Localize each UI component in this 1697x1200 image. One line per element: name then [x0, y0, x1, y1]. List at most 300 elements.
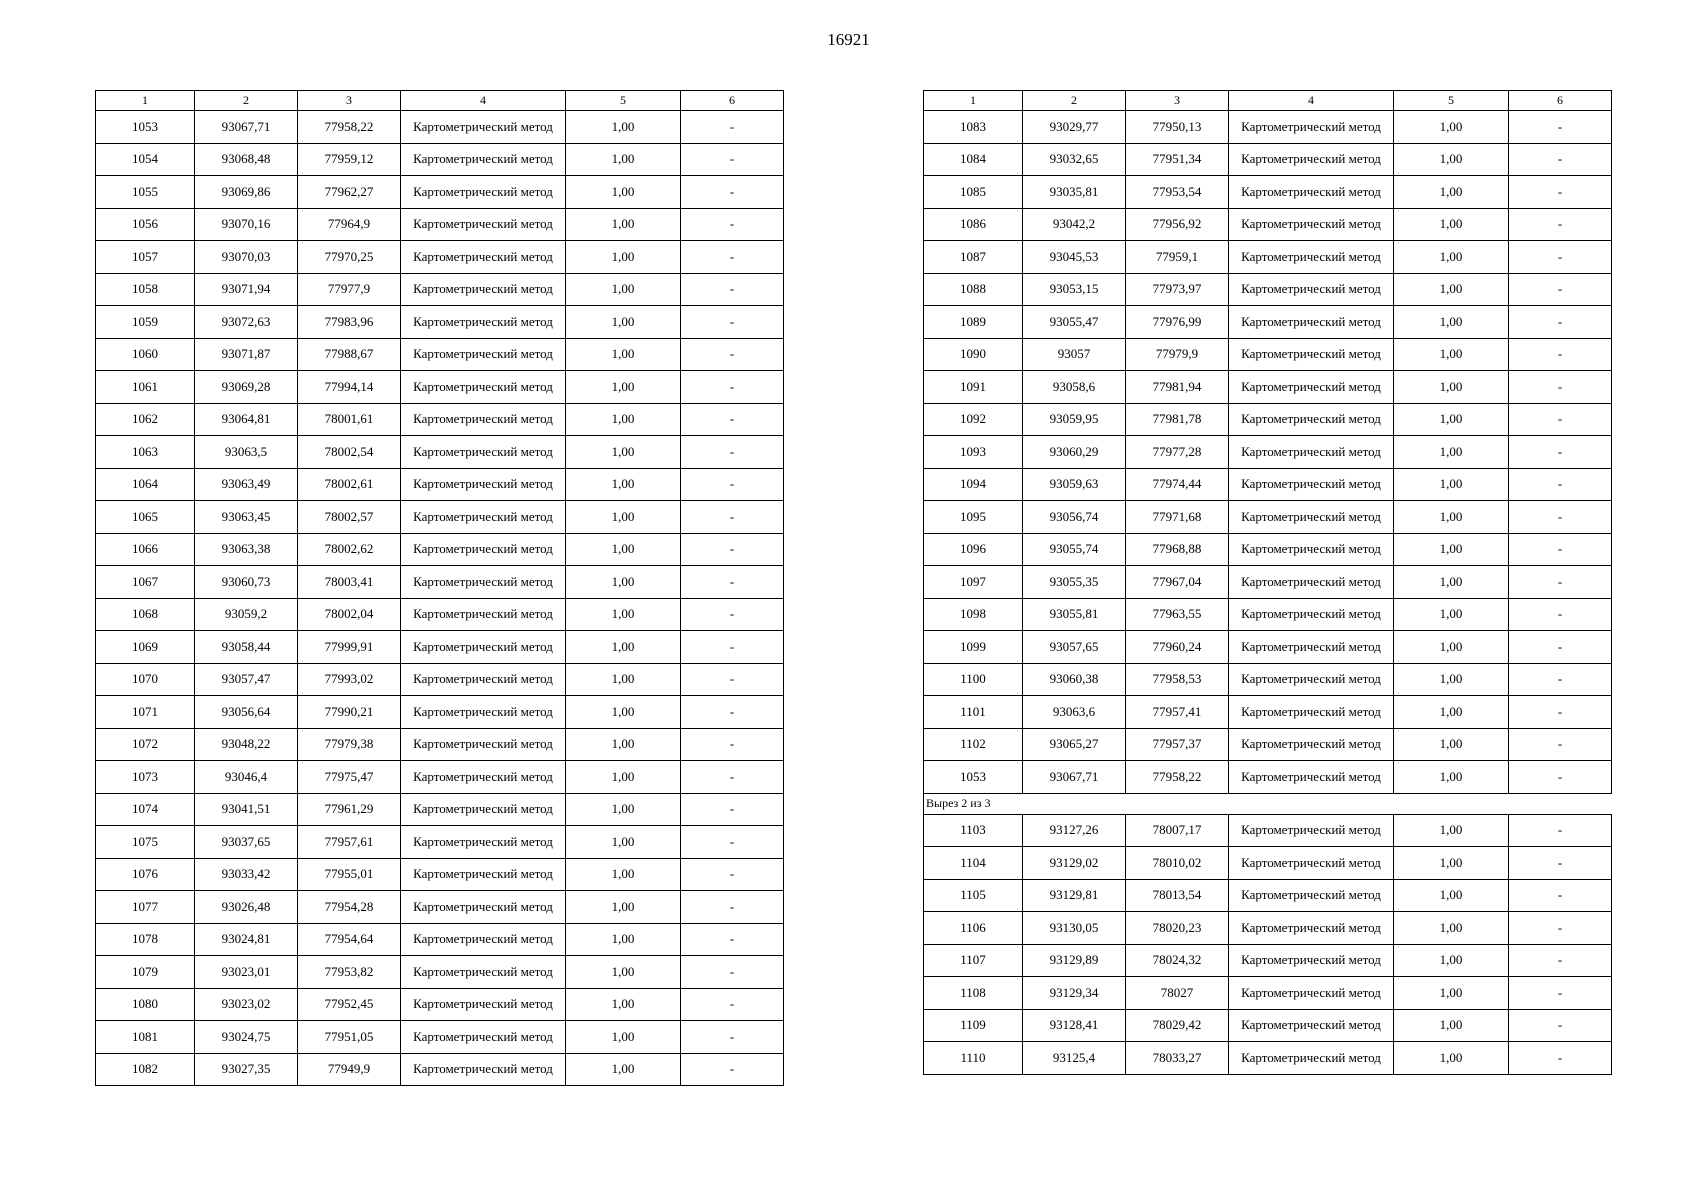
- table-cell: -: [681, 241, 784, 274]
- table-row: [924, 208, 1612, 241]
- table-row: [96, 273, 784, 306]
- table-cell: 1,00: [566, 501, 681, 534]
- table-cell: 93063,49: [195, 468, 298, 501]
- table-cell: 1,00: [566, 111, 681, 144]
- page-number: 16921: [827, 30, 870, 49]
- table-cell: 1,00: [566, 533, 681, 566]
- table-cell: -: [681, 956, 784, 989]
- table-cell: 93032,65: [1023, 143, 1126, 176]
- table-cell: Картометрический метод: [1229, 533, 1394, 566]
- table-cell: 1075: [96, 826, 195, 859]
- table-row: [96, 728, 784, 761]
- table-cell: Картометрический метод: [401, 923, 566, 956]
- table-cell: 1,00: [1394, 176, 1509, 209]
- table-cell: 1077: [96, 891, 195, 924]
- table-cell: Картометрический метод: [1229, 1042, 1394, 1075]
- table-cell: -: [681, 1053, 784, 1086]
- table-cell: 93067,71: [195, 111, 298, 144]
- table-row: [96, 826, 784, 859]
- table-cell: Картометрический метод: [401, 761, 566, 794]
- table-row: [924, 273, 1612, 306]
- section-divider: [924, 793, 1612, 814]
- table-cell: -: [1509, 143, 1612, 176]
- table-cell: 93063,38: [195, 533, 298, 566]
- table-cell: -: [681, 111, 784, 144]
- table-cell: 93027,35: [195, 1053, 298, 1086]
- table-cell: 1,00: [1394, 631, 1509, 664]
- table-row: [924, 111, 1612, 144]
- table-cell: 77983,96: [298, 306, 401, 339]
- table-cell: -: [681, 306, 784, 339]
- table-cell: 1,00: [566, 306, 681, 339]
- table-cell: Картометрический метод: [1229, 306, 1394, 339]
- table-cell: Картометрический метод: [401, 143, 566, 176]
- table-cell: 93035,81: [1023, 176, 1126, 209]
- table-body: [924, 814, 1612, 1074]
- table-cell: 78020,23: [1126, 912, 1229, 945]
- table-cell: 1,00: [1394, 436, 1509, 469]
- table-cell: 93055,35: [1023, 566, 1126, 599]
- table-row: [96, 468, 784, 501]
- table-row: [924, 879, 1612, 912]
- table-cell: 1,00: [1394, 814, 1509, 847]
- table-cell: Картометрический метод: [401, 696, 566, 729]
- table-cell: Картометрический метод: [1229, 273, 1394, 306]
- table-row: [924, 977, 1612, 1010]
- table-cell: Картометрический метод: [401, 891, 566, 924]
- table-cell: 1,00: [566, 761, 681, 794]
- table-cell: 1,00: [1394, 912, 1509, 945]
- table-cell: 1076: [96, 858, 195, 891]
- table-cell: 1082: [96, 1053, 195, 1086]
- table-cell: -: [1509, 111, 1612, 144]
- table-cell: 1109: [924, 1009, 1023, 1042]
- table-cell: 77993,02: [298, 663, 401, 696]
- table-cell: 77958,22: [1126, 761, 1229, 794]
- table-cell: -: [1509, 944, 1612, 977]
- table-row: [924, 338, 1612, 371]
- table-cell: 93071,87: [195, 338, 298, 371]
- table-cell: 1,00: [566, 143, 681, 176]
- table-row: [924, 728, 1612, 761]
- table-cell: 1104: [924, 847, 1023, 880]
- table-cell: 77974,44: [1126, 468, 1229, 501]
- table-cell: -: [1509, 566, 1612, 599]
- table-cell: 77959,1: [1126, 241, 1229, 274]
- table-cell: 93057,65: [1023, 631, 1126, 664]
- table-cell: 1067: [96, 566, 195, 599]
- table-cell: 78024,32: [1126, 944, 1229, 977]
- table-cell: 1064: [96, 468, 195, 501]
- table-cell: -: [1509, 1009, 1612, 1042]
- table-cell: -: [681, 533, 784, 566]
- table-cell: Картометрический метод: [401, 338, 566, 371]
- table-cell: 1088: [924, 273, 1023, 306]
- table-cell: 1110: [924, 1042, 1023, 1075]
- table-header: [924, 91, 1612, 111]
- table-body: [924, 111, 1612, 794]
- table-row: [924, 1042, 1612, 1075]
- table-cell: 77990,21: [298, 696, 401, 729]
- table-cell: 1,00: [1394, 696, 1509, 729]
- table-cell: -: [681, 501, 784, 534]
- column-header: 2: [195, 91, 298, 111]
- table-cell: 1073: [96, 761, 195, 794]
- table-cell: 1063: [96, 436, 195, 469]
- table-cell: -: [1509, 631, 1612, 664]
- table-cell: Картометрический метод: [401, 111, 566, 144]
- table-cell: 77958,53: [1126, 663, 1229, 696]
- table-row: [924, 631, 1612, 664]
- table-cell: 1,00: [566, 598, 681, 631]
- table-cell: 77964,9: [298, 208, 401, 241]
- table-row: [924, 241, 1612, 274]
- table-row: [924, 533, 1612, 566]
- table-cell: -: [1509, 728, 1612, 761]
- table-cell: -: [1509, 338, 1612, 371]
- table-cell: 77976,99: [1126, 306, 1229, 339]
- table-cell: -: [681, 858, 784, 891]
- table-cell: 77999,91: [298, 631, 401, 664]
- table-cell: -: [1509, 176, 1612, 209]
- table-cell: 93070,16: [195, 208, 298, 241]
- table-cell: -: [681, 988, 784, 1021]
- table-cell: 93056,64: [195, 696, 298, 729]
- table-cell: 1,00: [566, 1021, 681, 1054]
- table-cell: 93063,6: [1023, 696, 1126, 729]
- table-cell: Картометрический метод: [1229, 436, 1394, 469]
- column-header: 6: [681, 91, 784, 111]
- table-cell: Картометрический метод: [1229, 566, 1394, 599]
- table-cell: -: [681, 631, 784, 664]
- table-cell: Картометрический метод: [401, 988, 566, 1021]
- table-cell: Картометрический метод: [1229, 143, 1394, 176]
- table-cell: 1,00: [1394, 977, 1509, 1010]
- table-cell: 77981,94: [1126, 371, 1229, 404]
- table-cell: 93065,27: [1023, 728, 1126, 761]
- table-cell: 78029,42: [1126, 1009, 1229, 1042]
- table-cell: 93060,73: [195, 566, 298, 599]
- table-cell: 1071: [96, 696, 195, 729]
- table-cell: 1,00: [1394, 879, 1509, 912]
- table-cell: 77962,27: [298, 176, 401, 209]
- table-cell: 1093: [924, 436, 1023, 469]
- table-cell: 93026,48: [195, 891, 298, 924]
- table-row: [924, 761, 1612, 794]
- table-cell: 1,00: [566, 338, 681, 371]
- table-row: [96, 306, 784, 339]
- table-cell: 77957,37: [1126, 728, 1229, 761]
- table-row: [924, 663, 1612, 696]
- table-cell: 1,00: [1394, 306, 1509, 339]
- table-cell: 77981,78: [1126, 403, 1229, 436]
- table-row: [96, 891, 784, 924]
- table-cell: 1094: [924, 468, 1023, 501]
- table-cell: 1081: [96, 1021, 195, 1054]
- table-cell: 1103: [924, 814, 1023, 847]
- table-cell: Картометрический метод: [1229, 598, 1394, 631]
- table-cell: 77950,13: [1126, 111, 1229, 144]
- table-cell: 1056: [96, 208, 195, 241]
- table-cell: Картометрический метод: [401, 1021, 566, 1054]
- table-cell: 93056,74: [1023, 501, 1126, 534]
- table-cell: 93069,86: [195, 176, 298, 209]
- table-row: [96, 761, 784, 794]
- table-row: [96, 663, 784, 696]
- table-cell: 1,00: [1394, 847, 1509, 880]
- table-cell: 1,00: [566, 273, 681, 306]
- table-cell: 1,00: [1394, 111, 1509, 144]
- table-cell: 1062: [96, 403, 195, 436]
- table-cell: -: [1509, 696, 1612, 729]
- table-cell: 1,00: [1394, 728, 1509, 761]
- table-row: [96, 176, 784, 209]
- table-cell: -: [681, 273, 784, 306]
- table-row: [924, 912, 1612, 945]
- table-cell: 1,00: [566, 631, 681, 664]
- table-row: [924, 436, 1612, 469]
- table-cell: 1,00: [1394, 501, 1509, 534]
- table-cell: Картометрический метод: [1229, 338, 1394, 371]
- table-row: [96, 1053, 784, 1086]
- table-cell: 1,00: [566, 956, 681, 989]
- table-row: [96, 143, 784, 176]
- table-cell: Картометрический метод: [401, 306, 566, 339]
- table-cell: 93063,5: [195, 436, 298, 469]
- table-cell: 1,00: [1394, 566, 1509, 599]
- table-cell: 1061: [96, 371, 195, 404]
- table-cell: 1,00: [1394, 944, 1509, 977]
- table-cell: -: [681, 761, 784, 794]
- table-cell: 77971,68: [1126, 501, 1229, 534]
- table-cell: 77952,45: [298, 988, 401, 1021]
- table-cell: 93048,22: [195, 728, 298, 761]
- table-cell: 93071,94: [195, 273, 298, 306]
- table-row: [96, 696, 784, 729]
- table-row: [96, 1021, 784, 1054]
- table-cell: 1,00: [1394, 208, 1509, 241]
- table-cell: 1,00: [1394, 1042, 1509, 1075]
- table-cell: 93129,02: [1023, 847, 1126, 880]
- table-cell: 1,00: [566, 696, 681, 729]
- table-cell: Картометрический метод: [1229, 176, 1394, 209]
- table-cell: 93057: [1023, 338, 1126, 371]
- table-cell: -: [681, 826, 784, 859]
- table-cell: 77953,54: [1126, 176, 1229, 209]
- table-cell: 1083: [924, 111, 1023, 144]
- table-cell: 93072,63: [195, 306, 298, 339]
- table-cell: 93060,38: [1023, 663, 1126, 696]
- table-cell: -: [681, 176, 784, 209]
- table-cell: 1072: [96, 728, 195, 761]
- table-row: [924, 403, 1612, 436]
- table-cell: 1,00: [1394, 1009, 1509, 1042]
- table-cell: 1089: [924, 306, 1023, 339]
- table-cell: 78007,17: [1126, 814, 1229, 847]
- table-row: [96, 598, 784, 631]
- table-row: [924, 814, 1612, 847]
- table-cell: -: [1509, 371, 1612, 404]
- table-cell: 93053,15: [1023, 273, 1126, 306]
- table-row: [924, 598, 1612, 631]
- table-cell: 1,00: [566, 468, 681, 501]
- table-cell: -: [1509, 847, 1612, 880]
- table-cell: 1060: [96, 338, 195, 371]
- table-row: [924, 944, 1612, 977]
- table-body: [96, 111, 784, 1086]
- table-cell: Картометрический метод: [1229, 944, 1394, 977]
- table-row: [924, 696, 1612, 729]
- table-cell: 77979,38: [298, 728, 401, 761]
- table-cell: 1065: [96, 501, 195, 534]
- table-cell: Картометрический метод: [401, 826, 566, 859]
- table-cell: 1069: [96, 631, 195, 664]
- table-cell: 93045,53: [1023, 241, 1126, 274]
- table-cell: 77988,67: [298, 338, 401, 371]
- column-header: 1: [924, 91, 1023, 111]
- table-cell: 1101: [924, 696, 1023, 729]
- table-cell: 1055: [96, 176, 195, 209]
- table-cell: 77949,9: [298, 1053, 401, 1086]
- table-cell: Картометрический метод: [401, 631, 566, 664]
- table-cell: 1107: [924, 944, 1023, 977]
- table-cell: Картометрический метод: [401, 436, 566, 469]
- table-cell: 1,00: [1394, 533, 1509, 566]
- table-cell: -: [1509, 761, 1612, 794]
- table-cell: -: [1509, 403, 1612, 436]
- table-cell: -: [681, 663, 784, 696]
- table-cell: 1106: [924, 912, 1023, 945]
- table-cell: -: [681, 208, 784, 241]
- table-cell: -: [1509, 208, 1612, 241]
- table-row: [924, 1009, 1612, 1042]
- table-cell: 1,00: [566, 566, 681, 599]
- table-cell: 93023,02: [195, 988, 298, 1021]
- table-cell: 1086: [924, 208, 1023, 241]
- table-cell: 77960,24: [1126, 631, 1229, 664]
- table-cell: 1,00: [1394, 663, 1509, 696]
- table-cell: 93024,75: [195, 1021, 298, 1054]
- table-cell: 1,00: [566, 728, 681, 761]
- table-row: [96, 566, 784, 599]
- table-cell: 77970,25: [298, 241, 401, 274]
- table-cell: Картометрический метод: [1229, 468, 1394, 501]
- table-cell: 1,00: [1394, 598, 1509, 631]
- table-cell: 78002,54: [298, 436, 401, 469]
- column-header: 3: [298, 91, 401, 111]
- table-cell: 1092: [924, 403, 1023, 436]
- table-cell: Картометрический метод: [1229, 371, 1394, 404]
- table-cell: Картометрический метод: [401, 598, 566, 631]
- table-cell: 1070: [96, 663, 195, 696]
- table-cell: 1,00: [566, 436, 681, 469]
- table-cell: 93130,05: [1023, 912, 1126, 945]
- table-cell: 78033,27: [1126, 1042, 1229, 1075]
- table-cell: 93070,03: [195, 241, 298, 274]
- table-cell: 93064,81: [195, 403, 298, 436]
- table-cell: Картометрический метод: [401, 273, 566, 306]
- table-cell: 1053: [924, 761, 1023, 794]
- table-cell: -: [1509, 814, 1612, 847]
- table-cell: Картометрический метод: [401, 371, 566, 404]
- table-cell: -: [1509, 468, 1612, 501]
- table-cell: -: [681, 891, 784, 924]
- table-cell: -: [681, 1021, 784, 1054]
- table-row: [924, 847, 1612, 880]
- table-cell: 78002,62: [298, 533, 401, 566]
- table-cell: 1,00: [566, 208, 681, 241]
- table-row: [924, 176, 1612, 209]
- table-cell: Картометрический метод: [401, 176, 566, 209]
- table-cell: 1,00: [566, 371, 681, 404]
- table-cell: 1102: [924, 728, 1023, 761]
- table-cell: 77977,28: [1126, 436, 1229, 469]
- table-cell: 1085: [924, 176, 1023, 209]
- table-cell: 77957,61: [298, 826, 401, 859]
- table-row: [924, 306, 1612, 339]
- table-row: [924, 371, 1612, 404]
- table-cell: 1,00: [1394, 403, 1509, 436]
- table-cell: 77979,9: [1126, 338, 1229, 371]
- table-cell: 1087: [924, 241, 1023, 274]
- table-cell: -: [1509, 912, 1612, 945]
- table-cell: Картометрический метод: [1229, 761, 1394, 794]
- table-cell: Картометрический метод: [401, 956, 566, 989]
- table-cell: Картометрический метод: [1229, 912, 1394, 945]
- table-cell: 93125,4: [1023, 1042, 1126, 1075]
- coordinates-table-left: [95, 90, 784, 1086]
- table-cell: -: [1509, 501, 1612, 534]
- table-cell: 1108: [924, 977, 1023, 1010]
- table-cell: 93042,2: [1023, 208, 1126, 241]
- table-cell: 93059,63: [1023, 468, 1126, 501]
- table-cell: -: [681, 793, 784, 826]
- table-cell: -: [681, 696, 784, 729]
- table-cell: -: [1509, 436, 1612, 469]
- table-cell: Картометрический метод: [1229, 663, 1394, 696]
- table-cell: -: [1509, 306, 1612, 339]
- table-row: [96, 208, 784, 241]
- table-cell: -: [1509, 241, 1612, 274]
- table-cell: -: [1509, 598, 1612, 631]
- table-cell: 1,00: [566, 663, 681, 696]
- table-cell: 1098: [924, 598, 1023, 631]
- table-cell: Картометрический метод: [1229, 814, 1394, 847]
- column-header: 2: [1023, 91, 1126, 111]
- table-cell: Картометрический метод: [1229, 208, 1394, 241]
- table-cell: 1066: [96, 533, 195, 566]
- table-cell: Картометрический метод: [401, 663, 566, 696]
- table-row: [96, 988, 784, 1021]
- table-cell: Картометрический метод: [401, 468, 566, 501]
- table-cell: 1,00: [1394, 761, 1509, 794]
- table-cell: Картометрический метод: [401, 501, 566, 534]
- table-cell: 78002,61: [298, 468, 401, 501]
- table-cell: 1,00: [566, 891, 681, 924]
- table-cell: 1079: [96, 956, 195, 989]
- table-cell: Картометрический метод: [401, 793, 566, 826]
- table-cell: 77957,41: [1126, 696, 1229, 729]
- table-cell: -: [681, 923, 784, 956]
- table-row: [96, 241, 784, 274]
- table-cell: 1,00: [566, 858, 681, 891]
- table-cell: 93129,34: [1023, 977, 1126, 1010]
- table-row: [924, 501, 1612, 534]
- table-row: [96, 371, 784, 404]
- table-cell: -: [1509, 977, 1612, 1010]
- table-cell: 93046,4: [195, 761, 298, 794]
- table-cell: 1,00: [1394, 468, 1509, 501]
